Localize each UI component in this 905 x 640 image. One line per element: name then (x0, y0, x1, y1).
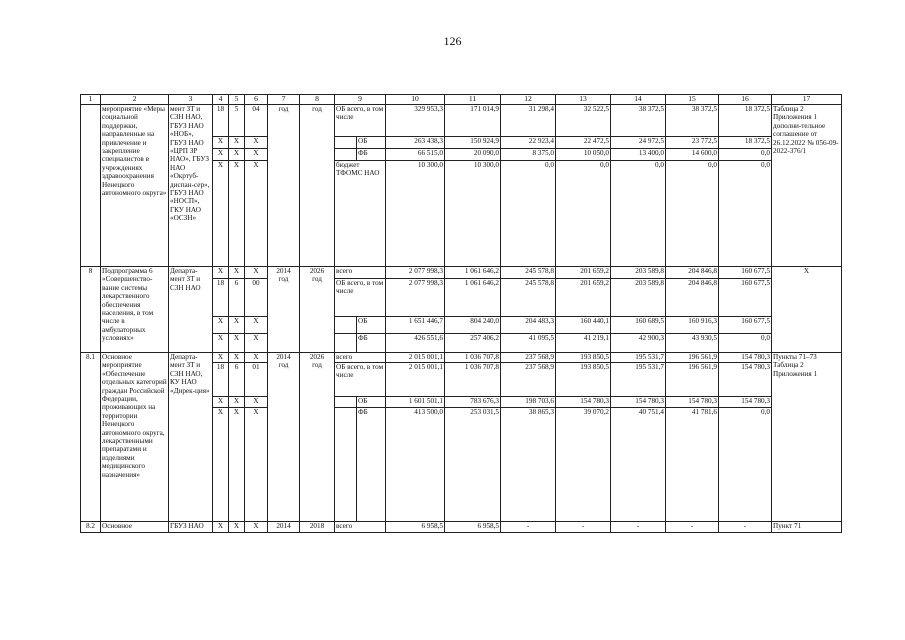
source-label: ФБ (357, 149, 386, 161)
header-cell: 3 (169, 95, 213, 105)
end-year: 2026 год (300, 353, 335, 522)
value-cell: 0,0 (719, 334, 772, 353)
value-cell: 0,0 (666, 161, 719, 267)
end-year: год (300, 105, 335, 267)
header-cell: 1 (81, 95, 101, 105)
value-cell: 24 972,5 (611, 137, 666, 149)
value-cell: 245 578,8 (501, 267, 556, 279)
header-row (81, 95, 842, 105)
value-cell: 198 703,6 (501, 397, 556, 408)
source-label: всего (335, 522, 386, 533)
value-cell: 2 015 001,1 (386, 353, 445, 363)
code-cell: Х (245, 317, 268, 334)
value-cell: 42 900,3 (611, 334, 666, 353)
value-cell: 263 438,3 (386, 137, 445, 149)
table-row (81, 522, 842, 533)
code-cell: 18 (213, 279, 229, 317)
value-cell: 196 561,9 (666, 363, 719, 397)
value-cell: 329 953,3 (386, 105, 445, 137)
value-cell: 193 850,5 (556, 363, 611, 397)
value-cell: 14 600,0 (666, 149, 719, 161)
value-cell: 201 659,2 (556, 267, 611, 279)
source-label: ОБ (357, 137, 386, 149)
code-cell: Х (245, 137, 268, 149)
value-cell: 41 219,1 (556, 334, 611, 353)
code-cell: Х (245, 334, 268, 353)
value-cell: 203 589,8 (611, 267, 666, 279)
source-label: ОБ всего, в том числе (335, 279, 386, 317)
value-cell: 2 077 998,3 (386, 279, 445, 317)
header-cell: 10 (386, 95, 445, 105)
end-year: 2026 год (300, 267, 335, 353)
value-cell: - (666, 522, 719, 533)
executor: мент ЗТ и СЗН НАО, ГБУЗ НАО «НОБ», ГБУЗ НАО «ЦРП ЗР НАО», ГБУЗ НАО «Окртуб-диспан-сер», ГБУЗ НАО «НОСП», ГКУ НАО «ОСЗН» (169, 105, 213, 267)
value-cell: 66 515,0 (386, 149, 445, 161)
value-cell: 22 923,4 (501, 137, 556, 149)
value-cell: 0,0 (556, 161, 611, 267)
header-cell: 12 (501, 95, 556, 105)
code-cell: 00 (245, 279, 268, 317)
value-cell: 160 689,5 (611, 317, 666, 334)
value-cell: 1 036 707,8 (445, 353, 501, 363)
value-cell: 154 780,3 (666, 397, 719, 408)
source-label: всего (335, 353, 386, 363)
code-cell: Х (213, 137, 229, 149)
value-cell: 23 772,5 (666, 137, 719, 149)
code-cell: Х (213, 397, 229, 408)
value-cell: 1 651 446,7 (386, 317, 445, 334)
value-cell: 426 551,6 (386, 334, 445, 353)
header-cell: 4 (213, 95, 229, 105)
code-cell: Х (213, 267, 229, 279)
value-cell: 196 561,9 (666, 353, 719, 363)
row-number: 8 (81, 267, 101, 353)
measure-name: мероприятие «Меры социальной поддержки, направленные на привлечение и закрепление специалистов в учреждениях здравоохранения Ненецкого автономного округа» (101, 105, 169, 267)
value-cell: 0,0 (719, 161, 772, 267)
table-row (81, 353, 842, 363)
page-number: 126 (443, 34, 462, 48)
code-cell: Х (245, 353, 268, 363)
code-cell: Х (229, 317, 245, 334)
executor: Департа-мент ЗТ и СЗН НАО, КУ НАО «Дирек-ция» (169, 353, 213, 522)
start-year: год (268, 105, 300, 267)
code-cell: Х (213, 408, 229, 522)
code-cell: Х (245, 149, 268, 161)
code-cell: 6 (229, 363, 245, 397)
value-cell: 2 015 001,1 (386, 363, 445, 397)
value-cell: 1 061 646,2 (445, 279, 501, 317)
header-cell: 9 (335, 95, 386, 105)
value-cell: 10 300,0 (445, 161, 501, 267)
code-cell: Х (213, 353, 229, 363)
value-cell: 204 846,8 (666, 267, 719, 279)
value-cell: 39 070,2 (556, 408, 611, 522)
measure-name: Подпрограмма 6 «Совершенство-вание системы лекарственного обеспечения населения, в том числе в амбулаторных условиях» (101, 267, 169, 353)
code-cell: Х (229, 149, 245, 161)
header-cell: 6 (245, 95, 268, 105)
value-cell: - (556, 522, 611, 533)
row-number: 8.2 (81, 522, 101, 533)
value-cell: 13 400,0 (611, 149, 666, 161)
value-cell: 160 916,3 (666, 317, 719, 334)
value-cell: 150 924,9 (445, 137, 501, 149)
code-cell: Х (229, 522, 245, 533)
end-year: 2018 (300, 522, 335, 533)
header-cell: 7 (268, 95, 300, 105)
value-cell: 413 500,0 (386, 408, 445, 522)
header-cell: 15 (666, 95, 719, 105)
row-number (81, 105, 101, 267)
start-year: 2014 год (268, 267, 300, 353)
code-cell: Х (213, 161, 229, 267)
source-label: ОБ (357, 397, 386, 408)
value-cell: 193 850,5 (556, 353, 611, 363)
source-label: всего (335, 267, 386, 279)
note-cell: Пункт 71 (772, 522, 842, 533)
header-cell: 17 (772, 95, 842, 105)
value-cell: 195 531,7 (611, 363, 666, 397)
measure-name: Основное мероприятие «Обеспечение отдельных категорий граждан Российской Федерации, проживающих на территории Ненецкого автономного округа, лекарственными препаратами и изделиями медицинского назначения» (101, 353, 169, 522)
value-cell: - (719, 522, 772, 533)
value-cell: 6 958,5 (445, 522, 501, 533)
source-label: ФБ (357, 408, 386, 522)
value-cell: 804 240,0 (445, 317, 501, 334)
note-cell: Пункты 71–73 Таблица 2 Приложения 1 (772, 353, 842, 522)
code-cell: 5 (229, 105, 245, 137)
value-cell: 0,0 (719, 408, 772, 522)
code-cell: Х (213, 522, 229, 533)
code-cell: Х (229, 397, 245, 408)
value-cell: 154 780,3 (719, 397, 772, 408)
code-cell: Х (229, 137, 245, 149)
source-label: бюджет ТФОМС НАО (335, 161, 386, 267)
value-cell: 253 031,5 (445, 408, 501, 522)
value-cell: 154 780,3 (556, 397, 611, 408)
code-cell: Х (213, 149, 229, 161)
code-cell: 6 (229, 279, 245, 317)
source-label: ОБ (357, 317, 386, 334)
value-cell: 38 372,5 (611, 105, 666, 137)
note-cell: Таблица 2 Приложения 1 дополни-тельное соглашение от 26.12.2022 № 056-09-2022-376/1 (772, 105, 842, 267)
start-year: 2014 год (268, 353, 300, 522)
code-cell: Х (229, 408, 245, 522)
value-cell: 1 601 501,1 (386, 397, 445, 408)
value-cell: 6 958,5 (386, 522, 445, 533)
value-cell: 195 531,7 (611, 353, 666, 363)
value-cell: 204 483,3 (501, 317, 556, 334)
value-cell: 2 077 998,3 (386, 267, 445, 279)
value-cell: 43 930,5 (666, 334, 719, 353)
code-cell: Х (245, 397, 268, 408)
header-cell: 2 (101, 95, 169, 105)
code-cell: 18 (213, 363, 229, 397)
header-cell: 11 (445, 95, 501, 105)
header-cell: 8 (300, 95, 335, 105)
measure-name: Основное (101, 522, 169, 533)
code-cell: Х (229, 161, 245, 267)
value-cell: 38 372,5 (666, 105, 719, 137)
table-row (81, 267, 842, 279)
source-label: ФБ (357, 334, 386, 353)
value-cell: 41 781,6 (666, 408, 719, 522)
value-cell: 0,0 (719, 149, 772, 161)
source-label: ОБ всего, в том числе (335, 363, 386, 397)
value-cell: 32 522,5 (556, 105, 611, 137)
value-cell: 783 676,3 (445, 397, 501, 408)
value-cell: 201 659,2 (556, 279, 611, 317)
value-cell: 31 298,4 (501, 105, 556, 137)
value-cell: 204 846,8 (666, 279, 719, 317)
note-cell: Х (772, 267, 842, 353)
code-cell: 04 (245, 105, 268, 137)
value-cell: 38 865,3 (501, 408, 556, 522)
value-cell: 0,0 (501, 161, 556, 267)
code-cell: 01 (245, 363, 268, 397)
value-cell: 237 568,9 (501, 363, 556, 397)
header-cell: 14 (611, 95, 666, 105)
value-cell: 40 751,4 (611, 408, 666, 522)
value-cell: 18 372,5 (719, 137, 772, 149)
code-cell: Х (245, 408, 268, 522)
executor: Департа-мент ЗТ и СЗН НАО (169, 267, 213, 353)
code-cell: Х (229, 267, 245, 279)
value-cell: 8 375,0 (501, 149, 556, 161)
code-cell: Х (245, 161, 268, 267)
value-cell: 154 780,3 (719, 363, 772, 397)
source-label: ОБ всего, в том числе (335, 105, 386, 137)
code-cell: Х (229, 334, 245, 353)
value-cell: 10 050,0 (556, 149, 611, 161)
header-cell: 13 (556, 95, 611, 105)
code-cell: 18 (213, 105, 229, 137)
value-cell: 22 472,5 (556, 137, 611, 149)
value-cell: 0,0 (611, 161, 666, 267)
value-cell: 10 300,0 (386, 161, 445, 267)
value-cell: 160 677,5 (719, 267, 772, 279)
value-cell: 1 061 646,2 (445, 267, 501, 279)
header-cell: 5 (229, 95, 245, 105)
code-cell: Х (245, 267, 268, 279)
value-cell: 245 578,8 (501, 279, 556, 317)
executor: ГБУЗ НАО (169, 522, 213, 533)
code-cell: Х (213, 334, 229, 353)
value-cell: - (611, 522, 666, 533)
code-cell: Х (229, 353, 245, 363)
budget-table (80, 94, 842, 533)
value-cell: 203 589,8 (611, 279, 666, 317)
header-cell: 16 (719, 95, 772, 105)
code-cell: Х (245, 522, 268, 533)
value-cell: 154 780,3 (611, 397, 666, 408)
code-cell: Х (213, 317, 229, 334)
value-cell: - (501, 522, 556, 533)
table-row (81, 105, 842, 137)
value-cell: 160 677,5 (719, 279, 772, 317)
row-number: 8.1 (81, 353, 101, 522)
value-cell: 171 014,9 (445, 105, 501, 137)
value-cell: 237 568,9 (501, 353, 556, 363)
start-year: 2014 (268, 522, 300, 533)
value-cell: 160 440,1 (556, 317, 611, 334)
value-cell: 1 036 707,8 (445, 363, 501, 397)
value-cell: 18 372,5 (719, 105, 772, 137)
value-cell: 160 677,5 (719, 317, 772, 334)
value-cell: 154 780,3 (719, 353, 772, 363)
value-cell: 257 406,2 (445, 334, 501, 353)
value-cell: 20 090,0 (445, 149, 501, 161)
value-cell: 41 095,5 (501, 334, 556, 353)
